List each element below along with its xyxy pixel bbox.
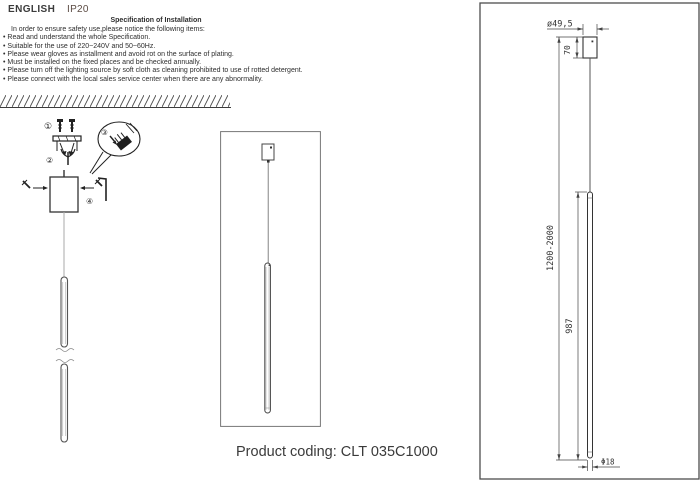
language-label: ENGLISH: [8, 4, 56, 15]
arrow-up-icon: [575, 37, 578, 43]
spec-list: [3, 26, 371, 84]
dim-suspension-range: [546, 37, 587, 460]
spec-title: Specification of Installation: [110, 17, 202, 24]
step-2-marker: ②: [46, 156, 54, 165]
technical-drawing: [479, 2, 700, 480]
mounting-bracket-group: [53, 136, 81, 151]
step-3-marker: ③: [101, 128, 108, 137]
arrow-right-icon: [582, 466, 587, 469]
canopy-height-label: 70: [563, 45, 572, 55]
screw-icon: [57, 119, 63, 122]
dim-canopy-diameter: [547, 20, 609, 36]
arrow-right-icon: [578, 27, 584, 30]
arrow-up-icon: [576, 192, 579, 198]
product-view-frame: [220, 131, 321, 427]
dim-canopy-height: [563, 37, 583, 58]
arrow-up-icon: [557, 37, 560, 43]
fixture-length-label: 987: [565, 318, 575, 334]
arrow-down-icon: [557, 454, 560, 460]
ceiling-hatch-icon: [0, 95, 233, 109]
connector-detail-balloon: [90, 122, 140, 174]
canopy-box: [262, 144, 274, 160]
spec-item: • Please connect with the local sales service center when there are any abnormality.: [3, 75, 263, 83]
tube-top-dot: [269, 265, 271, 267]
canopy-screw-dot: [270, 147, 272, 149]
suspension-range-label: 1200-2000: [546, 224, 556, 272]
ip-rating-label: IP20: [67, 4, 89, 15]
step-2-anchor-group: [46, 143, 75, 165]
spec-item: • Must be installed on the fixed places and be checked annually.: [3, 59, 202, 66]
mounting-screws-group: [44, 119, 75, 132]
spec-item: • Please wear gloves as installment and avoid rot on the surface of plating.: [3, 50, 234, 58]
cord-grip: [267, 160, 270, 163]
screw-icon: [69, 119, 75, 122]
canopy-assembly-group: [22, 170, 106, 212]
tube-lower: [61, 364, 68, 442]
canopy-box: [583, 37, 597, 58]
arrow-left-icon: [597, 27, 603, 30]
canopy-diameter-label: ø49,5: [547, 19, 573, 30]
tube-upper: [61, 277, 68, 347]
installation-diagram: [18, 112, 170, 457]
tube-diameter-label: Φ18: [601, 457, 615, 467]
arrow-left-icon: [80, 186, 85, 190]
step-1-marker: ①: [44, 122, 53, 132]
spec-item: • Read and understand the whole Specification.: [3, 34, 151, 42]
light-tube: [265, 263, 271, 413]
product-coding: Product coding: CLT 035C1000: [236, 444, 438, 460]
dim-tube-diameter: [578, 458, 620, 472]
spec-item: • Please turn off the lighting source by soft cloth as cleaning prohibited to use of rotted detergent.: [3, 67, 303, 75]
arrow-left-icon: [593, 466, 598, 469]
step-4-marker: ④: [86, 197, 94, 206]
break-line: [56, 349, 74, 352]
arrow-down-icon: [576, 454, 579, 460]
light-tube: [588, 192, 593, 458]
arrow-right-icon: [43, 186, 48, 190]
allen-key-icon: [98, 178, 106, 201]
canopy-box: [50, 177, 78, 212]
set-screw-right-icon: [80, 179, 102, 190]
set-screw-left-icon: [22, 180, 48, 190]
arrow-down-icon: [575, 53, 578, 59]
canopy-screw-dot: [592, 41, 594, 43]
light-tube-group: [56, 277, 74, 442]
hatch-area: [0, 95, 230, 107]
dim-fixture-length: [565, 192, 587, 460]
break-line: [56, 360, 74, 363]
spec-intro: In order to ensure safety use,please notice the following items:: [11, 26, 205, 33]
spec-item: • Suitable for the use of 220~240V and 50~60Hz.: [3, 42, 156, 50]
